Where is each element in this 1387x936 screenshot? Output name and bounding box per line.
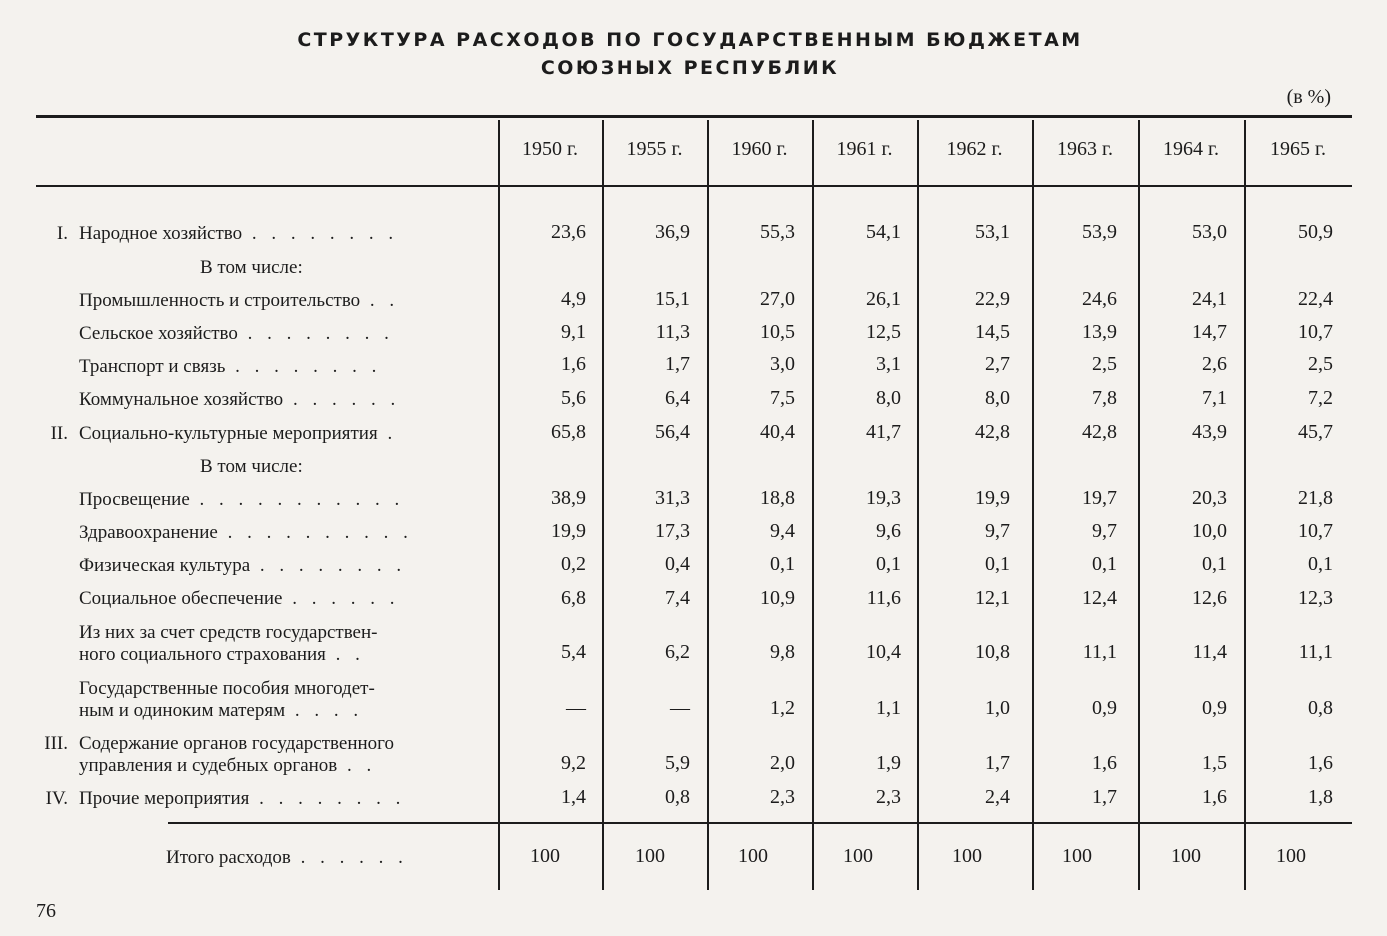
table-cell: 24,1 <box>1192 288 1227 310</box>
table-cell: 45,7 <box>1298 421 1333 443</box>
title-line-2: СОЮЗНЫХ РЕСПУБЛИК <box>540 57 840 79</box>
table-cell: 11,1 <box>1082 641 1117 663</box>
table-cell: 0,1 <box>985 553 1010 575</box>
table-cell: 7,1 <box>1202 387 1227 409</box>
row-label-text: Здравоохранение <box>79 522 218 543</box>
row-label <box>79 423 397 445</box>
table-cell: 10,8 <box>975 641 1010 663</box>
table-cell: 0,1 <box>876 553 901 575</box>
row-label-text: Социально-культурные мероприятия <box>79 423 378 444</box>
row-label-text: Просвещение <box>79 489 190 510</box>
table-cell: 9,7 <box>1092 520 1117 542</box>
column-divider <box>707 120 709 890</box>
column-divider <box>1032 120 1034 890</box>
section-number: II. <box>50 423 68 444</box>
table-cell: 10,7 <box>1298 520 1333 542</box>
row-label-text: Народное хозяйство <box>79 223 243 244</box>
table-cell: 6,8 <box>561 587 586 609</box>
column-divider <box>1138 120 1140 890</box>
table-cell: 1,9 <box>876 752 901 774</box>
row-label <box>79 356 381 378</box>
header-rule <box>36 185 1352 187</box>
leader-dots: . . . . . . . . <box>225 356 382 377</box>
table-cell: 0,8 <box>1308 697 1333 719</box>
table-cell: 65,8 <box>551 421 586 443</box>
leader-dots: . . . . . . <box>282 588 400 609</box>
table-cell: 55,3 <box>760 221 795 243</box>
table-cell: 23,6 <box>551 221 586 243</box>
row-label-continuation <box>79 755 376 777</box>
table-cell: 24,6 <box>1082 288 1117 310</box>
table-cell: 1,6 <box>1092 752 1117 774</box>
table-cell: 1,7 <box>985 752 1010 774</box>
row-label <box>79 788 405 810</box>
table-cell: 20,3 <box>1192 487 1227 509</box>
subgroup-label <box>200 257 303 279</box>
column-divider <box>1244 120 1246 890</box>
table-cell: 2,0 <box>770 752 795 774</box>
table-cell: — <box>566 697 586 719</box>
table-cell: 11,1 <box>1298 641 1333 663</box>
table-cell: 1,2 <box>770 697 795 719</box>
table-cell: 0,1 <box>1308 553 1333 575</box>
row-label <box>79 678 375 700</box>
row-label <box>79 290 399 312</box>
table-cell: 26,1 <box>866 288 901 310</box>
table-cell: 53,0 <box>1192 221 1227 243</box>
table-cell: 0,1 <box>1092 553 1117 575</box>
row-label <box>79 555 406 577</box>
leader-dots: . . <box>337 755 377 776</box>
row-label-text: В том числе: <box>200 257 303 278</box>
table-cell: 9,2 <box>561 752 586 774</box>
leader-dots: . <box>377 423 398 444</box>
row-label-text: Коммунальное хозяйство <box>79 389 284 410</box>
total-cell: 100 <box>843 845 873 867</box>
table-cell: 19,3 <box>866 487 901 509</box>
row-label-text: Государственные пособия многодет- <box>79 678 375 699</box>
row-label <box>79 522 413 544</box>
table-cell: 1,8 <box>1308 786 1333 808</box>
table-cell: 7,2 <box>1308 387 1333 409</box>
top-rule <box>36 115 1352 118</box>
table-cell: 2,6 <box>1202 353 1227 375</box>
table-cell: 0,9 <box>1202 697 1227 719</box>
total-cell: 100 <box>1276 845 1306 867</box>
table-cell: 1,7 <box>665 353 690 375</box>
table-cell: 3,1 <box>876 353 901 375</box>
column-divider <box>917 120 919 890</box>
table-cell: 2,4 <box>985 786 1010 808</box>
table-cell: 8,0 <box>876 387 901 409</box>
total-cell: 100 <box>952 845 982 867</box>
year-header: 1964 г. <box>1163 138 1219 160</box>
table-cell: 7,4 <box>665 587 690 609</box>
table-cell: 9,6 <box>876 520 901 542</box>
table-cell: 19,9 <box>551 520 586 542</box>
row-label-text: Прочие мероприятия <box>79 788 250 809</box>
table-cell: 3,0 <box>770 353 795 375</box>
year-header: 1965 г. <box>1270 138 1326 160</box>
table-cell: 0,2 <box>561 553 586 575</box>
table-cell: 1,6 <box>1202 786 1227 808</box>
unit-note: (в %) <box>1286 86 1331 108</box>
leader-dots: . . <box>325 644 365 665</box>
column-divider <box>498 120 500 890</box>
leader-dots: . . <box>360 290 400 311</box>
row-label-continuation <box>79 700 363 722</box>
column-divider <box>812 120 814 890</box>
table-cell: 36,9 <box>655 221 690 243</box>
table-cell: 8,0 <box>985 387 1010 409</box>
table-cell: 5,9 <box>665 752 690 774</box>
table-cell: 1,5 <box>1202 752 1227 774</box>
table-cell: 1,0 <box>985 697 1010 719</box>
table-cell: 12,6 <box>1192 587 1227 609</box>
table-cell: 4,9 <box>561 288 586 310</box>
row-label-text: Из них за счет средств государствен- <box>79 622 378 643</box>
leader-dots: . . . . . . <box>283 389 401 410</box>
table-cell: — <box>670 697 690 719</box>
table-cell: 12,5 <box>866 321 901 343</box>
row-label <box>79 622 378 644</box>
table-cell: 0,4 <box>665 553 690 575</box>
page-number: 76 <box>36 900 56 922</box>
table-cell: 19,7 <box>1082 487 1117 509</box>
total-label-text: Итого расходов <box>166 847 291 868</box>
table-cell: 13,9 <box>1082 321 1117 343</box>
total-cell: 100 <box>1171 845 1201 867</box>
table-title <box>250 26 1130 82</box>
table-cell: 2,5 <box>1308 353 1333 375</box>
row-label-text: Содержание органов государственного <box>79 733 394 754</box>
table-cell: 2,5 <box>1092 353 1117 375</box>
table-cell: 43,9 <box>1192 421 1227 443</box>
table-cell: 42,8 <box>975 421 1010 443</box>
row-label-text: Физическая культура <box>79 555 251 576</box>
table-cell: 53,9 <box>1082 221 1117 243</box>
leader-dots: . . . . . . . . . . . <box>189 489 405 510</box>
table-cell: 10,4 <box>866 641 901 663</box>
row-label-text: Сельское хозяйство <box>79 323 238 344</box>
table-cell: 10,5 <box>760 321 795 343</box>
leader-dots: . . . . . . . . <box>242 223 399 244</box>
leader-dots: . . . . . . . . . . <box>217 522 413 543</box>
table-cell: 18,8 <box>760 487 795 509</box>
table-cell: 2,3 <box>770 786 795 808</box>
leader-dots: . . . . . . <box>290 847 408 868</box>
table-cell: 10,7 <box>1298 321 1333 343</box>
table-cell: 54,1 <box>866 221 901 243</box>
table-cell: 38,9 <box>551 487 586 509</box>
table-cell: 11,4 <box>1192 641 1227 663</box>
row-label-continuation <box>79 644 365 666</box>
table-cell: 2,7 <box>985 353 1010 375</box>
table-cell: 9,4 <box>770 520 795 542</box>
table-cell: 9,1 <box>561 321 586 343</box>
row-label <box>79 323 394 345</box>
year-header: 1961 г. <box>836 138 893 160</box>
total-cell: 100 <box>1062 845 1092 867</box>
row-label-text: Транспорт и связь <box>79 356 226 377</box>
row-label <box>79 489 404 511</box>
table-cell: 0,1 <box>770 553 795 575</box>
leader-dots: . . . . . . . . <box>249 788 406 809</box>
table-cell: 41,7 <box>866 421 901 443</box>
table-cell: 11,6 <box>866 587 901 609</box>
table-cell: 22,9 <box>975 288 1010 310</box>
year-header: 1950 г. <box>522 138 578 160</box>
table-cell: 19,9 <box>975 487 1010 509</box>
table-cell: 14,5 <box>975 321 1010 343</box>
table-cell: 12,1 <box>975 587 1010 609</box>
table-cell: 53,1 <box>975 221 1010 243</box>
table-cell: 1,6 <box>561 353 586 375</box>
subgroup-label <box>200 456 303 478</box>
table-cell: 40,4 <box>760 421 795 443</box>
row-label-text: управления и судебных органов <box>79 755 338 776</box>
table-cell: 6,4 <box>665 387 690 409</box>
row-label <box>79 733 394 755</box>
table-cell: 0,9 <box>1092 697 1117 719</box>
year-header: 1955 г. <box>626 138 683 160</box>
table-cell: 7,5 <box>770 387 795 409</box>
row-label-text: В том числе: <box>200 456 303 477</box>
year-header: 1963 г. <box>1057 138 1113 160</box>
leader-dots: . . . . . . . . <box>237 323 394 344</box>
section-number: IV. <box>45 788 68 809</box>
total-cell: 100 <box>530 845 560 867</box>
table-cell: 1,6 <box>1308 752 1333 774</box>
total-label <box>166 847 408 869</box>
total-cell: 100 <box>635 845 665 867</box>
table-cell: 6,2 <box>665 641 690 663</box>
table-cell: 12,3 <box>1298 587 1333 609</box>
leader-dots: . . . . . . . . <box>250 555 407 576</box>
row-label-text: ного социального страхования <box>79 644 326 665</box>
table-cell: 0,8 <box>665 786 690 808</box>
table-cell: 9,8 <box>770 641 795 663</box>
row-label-text: Промышленность и строительство <box>79 290 361 311</box>
table-cell: 14,7 <box>1192 321 1227 343</box>
total-rule <box>168 822 1352 824</box>
row-label-text: ным и одиноким матерям <box>79 700 286 721</box>
year-header: 1962 г. <box>946 138 1003 160</box>
column-divider <box>602 120 604 890</box>
section-number: III. <box>44 733 68 754</box>
table-cell: 1,1 <box>876 697 901 719</box>
row-label-text: Социальное обеспечение <box>79 588 283 609</box>
table-cell: 50,9 <box>1298 221 1333 243</box>
title-line-1: СТРУКТУРА РАСХОДОВ ПО ГОСУДАРСТВЕННЫМ БЮДЖЕТАМ <box>297 29 1083 51</box>
table-cell: 10,9 <box>760 587 795 609</box>
table-cell: 1,4 <box>561 786 586 808</box>
table-cell: 21,8 <box>1298 487 1333 509</box>
table-cell: 12,4 <box>1082 587 1117 609</box>
row-label <box>79 588 399 610</box>
table-cell: 10,0 <box>1192 520 1227 542</box>
table-cell: 56,4 <box>655 421 690 443</box>
table-cell: 9,7 <box>985 520 1010 542</box>
leader-dots: . . . . <box>285 700 364 721</box>
row-label <box>79 389 400 411</box>
year-header: 1960 г. <box>731 138 788 160</box>
table-cell: 0,1 <box>1202 553 1227 575</box>
table-cell: 11,3 <box>655 321 690 343</box>
table-cell: 42,8 <box>1082 421 1117 443</box>
table-cell: 2,3 <box>876 786 901 808</box>
row-label <box>79 223 398 245</box>
table-cell: 5,6 <box>561 387 586 409</box>
table-cell: 22,4 <box>1298 288 1333 310</box>
table-cell: 17,3 <box>655 520 690 542</box>
table-cell: 31,3 <box>655 487 690 509</box>
table-cell: 15,1 <box>655 288 690 310</box>
table-cell: 5,4 <box>561 641 586 663</box>
table-cell: 1,7 <box>1092 786 1117 808</box>
table-cell: 7,8 <box>1092 387 1117 409</box>
total-cell: 100 <box>738 845 768 867</box>
table-cell: 27,0 <box>760 288 795 310</box>
section-number: I. <box>56 223 68 244</box>
